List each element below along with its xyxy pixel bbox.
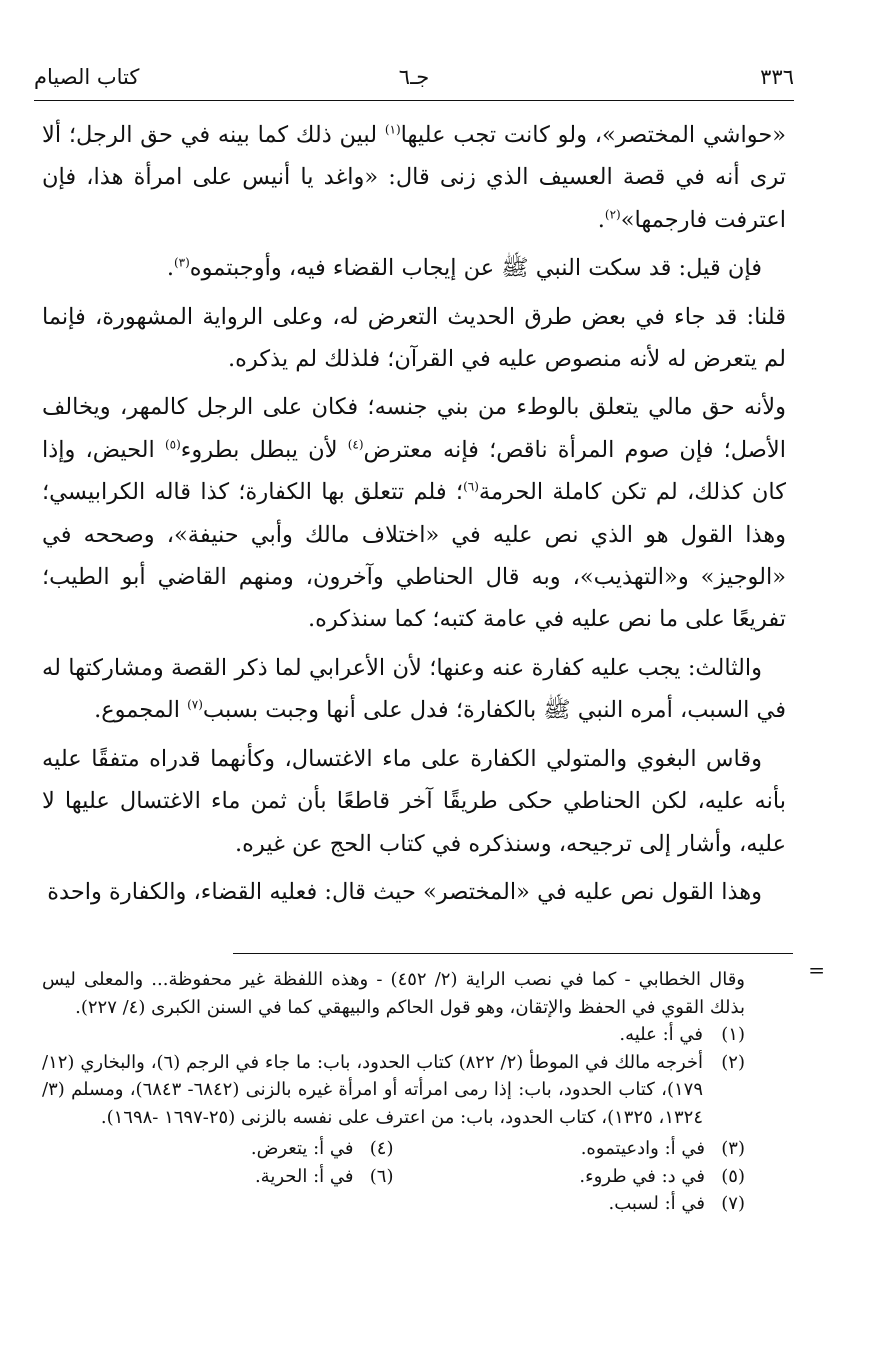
footnote-6	[42, 1163, 394, 1191]
footnote-number: (٢)	[721, 1051, 745, 1073]
footnote-ref: (٥)	[164, 437, 181, 452]
text-run: والثالث: يجب عليه كفارة عنه وعنها؛ لأن الأعرابي لما ذكر القصة ومشاركتها له في السبب، أمره النبي ﷺ بالكفارة؛ فدل على أنها وجبت بسبب	[42, 654, 786, 724]
footnote-number: (٣)	[721, 1138, 745, 1159]
footnote-pair	[42, 1163, 745, 1191]
book-title: كتاب الصيام	[34, 65, 140, 89]
text-run: «حواشي المختصر»، ولو كانت تجب عليها	[400, 122, 786, 148]
footnote-text: في د: في طروء.	[579, 1165, 705, 1187]
footnote-ref: (٣)	[173, 255, 190, 270]
page-number: ٣٣٦	[760, 65, 794, 89]
text-run: المجموع.	[94, 697, 188, 724]
text-run: قلنا: قد جاء في بعض طرق الحديث التعرض له، وعلى الرواية المشهورة، فإنما لم يتعرض له لأنه منصوص عليه في القرآن؛ فلذلك لم يذكره.	[42, 303, 786, 373]
footnote-divider	[233, 953, 793, 954]
footnote-number: (٥)	[721, 1165, 745, 1187]
text-run: .	[166, 255, 174, 282]
body-paragraph	[42, 738, 786, 865]
body-paragraph	[42, 871, 786, 913]
footnote-text: أخرجه مالك في الموطأ (٢/ ٨٢٢) كتاب الحدود، باب: ما جاء في الرجم (٦)، والبخاري (١٢/ ١٧٩)، كتاب الحدود، باب: إذا رمى امرأته أو امرأة غيره بالزنى (٦٨٤٢- ٦٨٤٣)، ومسلم (٣/ ١٣٢٤، ١٣٢٥)، كتاب الحدود، باب: من اعترف على نفسه بالزنى (٢٥-١٦٩٧ -١٦٩٨).	[42, 1051, 704, 1128]
footnote-1	[42, 1021, 745, 1049]
main-text	[42, 114, 786, 919]
body-paragraph	[42, 247, 786, 289]
text-run: ؛ فلم تتعلق بها الكفارة؛ كذا قاله الكرابيسي؛ وهذا القول هو الذي نص عليه في «اختلاف مالك وأبي حنيفة»، وصححه في «الوجيز» و«التهذيب»، وبه قال الحناطي وآخرون، ومنهم القاضي أبو الطيب؛ تفريعًا على ما نص عليه في عامة كتبه؛ كما سنذكره.	[42, 479, 786, 633]
text-run: فإن قيل: قد سكت النبي ﷺ عن إيجاب القضاء فيه، وأوجبتموه	[189, 255, 762, 282]
text-run: .	[597, 206, 605, 233]
footnote-3	[394, 1135, 746, 1163]
footnote-columns	[42, 1135, 745, 1218]
footnote-text: في أ: الحرية.	[254, 1165, 354, 1187]
text-run: ولأنه حق مالي يتعلق بالوطء من بني جنسه؛ فكان على الرجل كالمهر، ويخالف الأصل؛ فإن صوم المرأة ناقص؛ فإنه معترض	[42, 394, 786, 463]
text-run: وقاس البغوي والمتولي الكفارة على ماء الاغتسال، وكأنهما قدراه متفقًا عليه بأنه عليه، لكن الحناطي حكى طريقًا آخر قاطعًا بأن ثمن ماء الاغتسال عليها لا عليه، وأشار إلى ترجيحه، وسنذكره في كتاب الحج عن غيره.	[42, 745, 786, 857]
body-paragraph	[42, 114, 786, 241]
footnote-text: في أ: عليه.	[619, 1024, 703, 1045]
body-paragraph	[42, 647, 786, 732]
footnote-ref: (٢)	[604, 207, 621, 222]
footnote-pair	[42, 1135, 745, 1163]
footnote-continuation-mark: =	[808, 958, 825, 982]
footnote-text: في أ: لسبب.	[608, 1193, 705, 1214]
footnote-number: (٤)	[369, 1138, 394, 1159]
footnote-7	[385, 1190, 745, 1218]
footnote-ref: (٤)	[347, 437, 364, 452]
text-run: لأن يبطل بطروء	[180, 436, 348, 463]
footnote-ref: (١)	[384, 122, 401, 137]
footnote-text: في أ: يتعرض.	[250, 1138, 354, 1159]
body-paragraph	[42, 386, 786, 640]
page-header	[34, 60, 794, 98]
footnote-ref: (٦)	[463, 479, 479, 494]
footnote-number: (٧)	[721, 1193, 745, 1214]
header-rule	[34, 100, 794, 101]
footnote-pair	[42, 1190, 745, 1218]
footnote-number: (٦)	[369, 1165, 394, 1187]
body-paragraph	[42, 296, 786, 381]
text-run: الحيض، وإذا كان كذلك، لم تكن كاملة الحرمة	[42, 436, 786, 506]
footnote-4	[42, 1135, 394, 1163]
footnote-ref: (٧)	[187, 697, 203, 712]
footnotes	[42, 966, 745, 1218]
footnote-2	[42, 1049, 745, 1132]
footnote-5	[394, 1163, 746, 1191]
footnote-text: في أ: وادعيتموه.	[580, 1138, 705, 1159]
footnote-continuation: وقال الخطابي - كما في نصب الراية (٢/ ٤٥٢) - وهذه اللفظة غير محفوظة... والمعلى ليس بذلك القوي في الحفظ والإتقان، وهو قول الحاكم والبيهقي كما في السنن الكبرى (٤/ ٢٢٧).	[42, 969, 745, 1018]
text-run: لبين ذلك كما بينه في حق الرجل؛ ألا ترى أنه في قصة العسيف الذي زنى قال: «واغد يا أنيس على امرأة هذا، فإن اعترفت فارجمها»	[42, 122, 786, 233]
text-run: وهذا القول نص عليه في «المختصر» حيث قال: فعليه القضاء، والكفارة واحدة	[47, 878, 762, 905]
footnote-number: (١)	[721, 1024, 745, 1045]
volume-label: جـ٦	[398, 65, 430, 89]
